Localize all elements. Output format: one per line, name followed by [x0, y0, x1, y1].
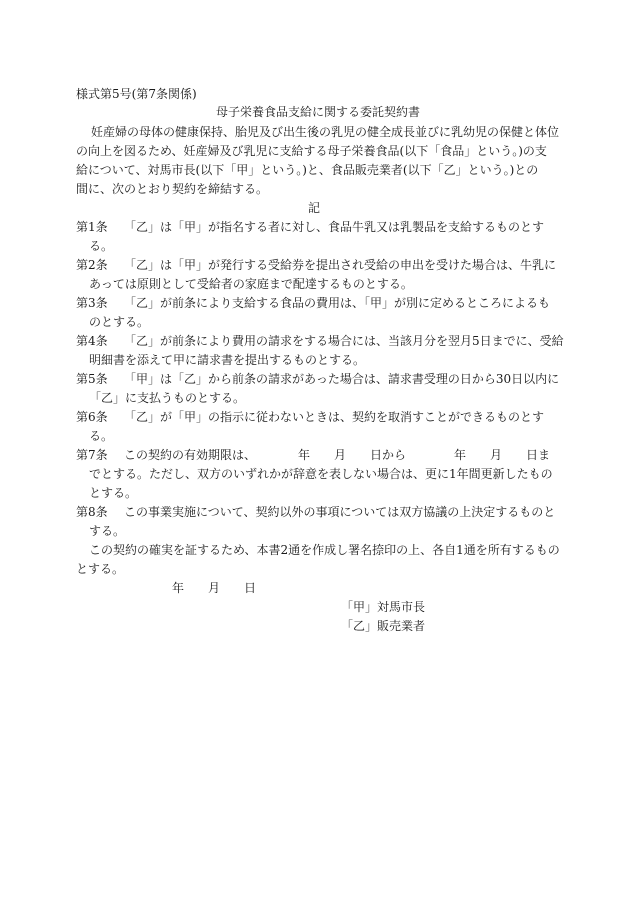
article-text: る。: [89, 429, 114, 443]
article-text: 「乙」が前条により支給する食品の費用は、「甲」が別に定めるところによるも: [124, 296, 551, 310]
signatory-party-b: 「乙」販売業者: [341, 619, 426, 633]
form-number: 様式第5号(第7条関係): [76, 87, 197, 101]
article-text: する。: [89, 524, 126, 538]
document-title: 母子栄養食品支給に関する委託契約書: [216, 105, 421, 119]
article-text: この契約の有効期限は、 年 月 日から 年 月 日ま: [124, 448, 551, 462]
article-number: 第1条: [76, 220, 108, 234]
article-text: この事業実施について、契約以外の事項については双方協議の上決定するものと: [124, 505, 556, 519]
preamble-line: 妊産婦の母体の健康保持、胎児及び出生後の乳児の健全成長並びに乳幼児の保健と体位: [91, 125, 560, 139]
article-text: のとする。: [89, 315, 150, 329]
article-text: 「乙」が「甲」の指示に従わないときは、契約を取消すことができるものとす: [124, 410, 545, 424]
closing-line: この契約の確実を証するため、本書2通を作成し署名捺印の上、各自1通を所有するもの: [89, 543, 560, 557]
article-number: 第6条: [76, 410, 108, 424]
article-text: とする。: [89, 486, 138, 500]
article-text: る。: [89, 239, 114, 253]
signatory-party-a: 「甲」対馬市長: [341, 600, 426, 614]
preamble-line: 給について、対馬市長(以下「甲」という。)と、食品販売業者(以下「乙」という。)との: [76, 163, 539, 177]
article-text: 「乙」は「甲」が発行する受給券を提出され受給の申出を受けた場合は、牛乳に: [124, 258, 557, 272]
article-text: あっては原則として受給者の家庭まで配達するものとする。: [89, 277, 413, 291]
article-number: 第4条: [76, 334, 108, 348]
preamble-line: の向上を図るため、妊産婦及び乳児に支給する母子栄養食品(以下「食品」という。)の支: [76, 144, 547, 158]
article-text: 「乙」が前条により費用の請求をする場合には、当該月分を翌月5日までに、受給: [124, 334, 564, 348]
article-text: でとする。ただし、双方のいずれかが辞意を表しない場合は、更に1年間更新したもの: [89, 467, 553, 481]
preamble-line: 間に、次のとおり契約を締結する。: [76, 182, 269, 196]
ki-heading: 記: [308, 201, 321, 215]
article-number: 第3条: [76, 296, 108, 310]
article-text: 「乙」は「甲」が指名する者に対し、食品牛乳又は乳製品を支給するものとす: [124, 220, 545, 234]
article-number: 第5条: [76, 372, 108, 386]
article-text: 「乙」に支払うものとする。: [89, 391, 246, 405]
article-number: 第2条: [76, 258, 108, 272]
closing-line: とする。: [76, 562, 125, 576]
article-number: 第7条: [76, 448, 108, 462]
article-text: 「甲」は「乙」から前条の請求があった場合は、請求書受理の日から30日以内に: [124, 372, 560, 386]
article-number: 第8条: [76, 505, 108, 519]
date-line: 年 月 日: [172, 581, 257, 595]
article-text: 明細書を添えて甲に請求書を提出するものとする。: [89, 353, 366, 367]
